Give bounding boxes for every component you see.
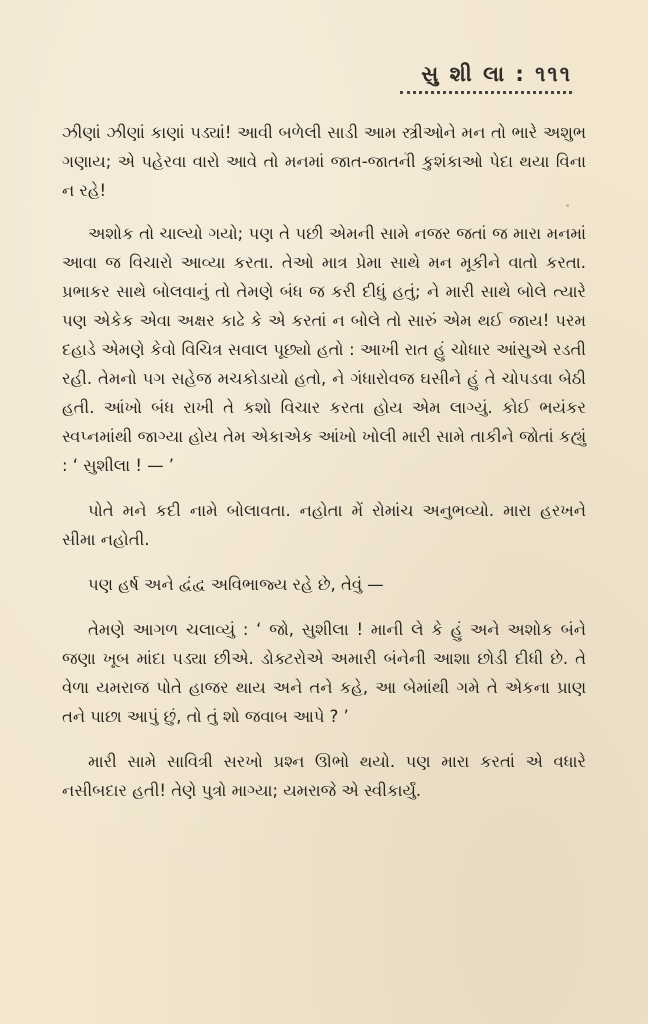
paragraph-3: પોતે મને કદી નામે બોલાવતા. નહોતા મેં રોમાંચ અનુભવ્યો. મારા હરખને સીમા નહોતી. [62, 501, 586, 549]
paper-speck [566, 204, 569, 207]
header-title: સુ શી લા : ૧૧૧ [421, 62, 572, 86]
paragraph-5: તેમણે આગળ ચલાવ્યું : ‘ જો, સુશીલા ! માની લે કે હું અને અશોક બંને જણા ખૂબ માંદા પડ્યા છીએ. ડોક્ટરોએ અમારી બંનેની આશા છોડી દીધી છે. તે વેળા યમરાજ પોતે હાજર થાય અને તને કહે, આ બેમાંથી ગમે તે એકના પ્રાણ તને પાછા આપું છું, તો તું શો જવાબ આપે ? ’ [62, 620, 586, 726]
header-dotted-rule [400, 91, 572, 94]
paper-speck [404, 152, 407, 155]
body-text [62, 118, 586, 821]
paragraph-6: મારી સામે સાવિત્રી સરખો પ્રશ્ન ઊભો થયો. પણ મારા કરતાં એ વધારે નસીબદાર હતી! તેણે પુત્રો માગ્યા; યમરાજે એ સ્વીકાર્યું. [62, 752, 586, 800]
paragraph-4: પણ હર્ષ અને દ્વંદ્વ અવિભાજ્ય રહે છે, તેવું — [88, 575, 384, 594]
running-header [400, 62, 572, 94]
paragraph-1: ઝીણાં ઝીણાં કાણાં પડ્યાં! આવી બળેલી સાડી આમ સ્ત્રીઓને મન તો ભારે અશુભ ગણાય; એ પહેરવા વારો આવે તો મનમાં જાત-જાતની કુશંકાઓ પેદા થયા વિના ન રહે! [62, 123, 586, 200]
paragraph-2: અશોક તો ચાલ્યો ગયો; પણ તે પછી એમની સામે નજર જતાં જ મારા મનમાં આવા જ વિચારો આવ્યા કરતા. તેઓ માત્ર પ્રેમા સાથે મન મૂકીને વાતો કરતા. પ્રભાકર સાથે બોલવાનું તો તેમણે બંધ જ કરી દીધું હતું; ને મારી સાથે બોલે ત્યારે પણ એકેક એવા અક્ષર કાઢે કે એ કરતાં ન બોલે તો સારું એમ થઈ જાય! પરમ દહાડે એમણે કેવો વિચિત્ર સવાલ પૂછ્યો હતો : આખી રાત હું ચોધાર આંસુએ રડતી રહી. તેમનો પગ સહેજ મચકોડાયો હતો, ને ગંધારોવજ ઘસીને હું તે ચોપડવા બેઠી હતી. આંખો બંધ રાખી તે કશો વિચાર કરતા હોય એમ લાગ્યું. કોઈ ભયંકર સ્વપ્નમાંથી જાગ્યા હોય તેમ એકાએક આંખો ખોલી મારી સામે તાકીને જોતાં કહ્યું : ‘ સુશીલા ! — ’ [62, 224, 586, 475]
